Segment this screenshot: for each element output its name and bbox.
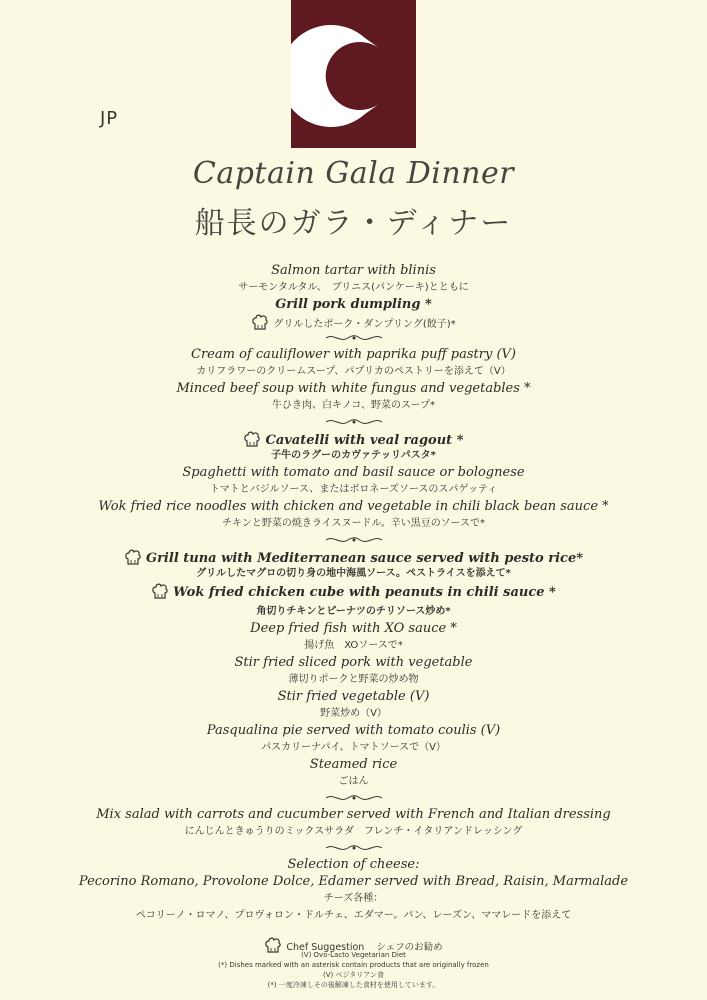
legend-vegetarian-en: (V) Ovo-Lacto Vegetarian Diet xyxy=(301,951,406,959)
dish-pork-jp-row xyxy=(0,313,707,330)
dish-wok-noodles-jp: チキンと野菜の焼きライスヌードル。辛い黒豆のソースで* xyxy=(222,518,485,529)
dish-minced-beef-jp: 牛ひき肉、白キノコ、野菜のスープ* xyxy=(272,400,435,411)
footer-legend xyxy=(0,936,707,990)
menu-list xyxy=(0,262,707,924)
dish-sliced-pork-jp: 薄切りポークと野菜の炒め物 xyxy=(288,674,419,685)
chef-hat-icon xyxy=(124,548,142,566)
dish-cauliflower-jp: カリフラワーのクリームスープ、パプリカのペストリーを添えて（V） xyxy=(196,366,511,377)
title-english: Captain Gala Dinner xyxy=(192,156,515,191)
dish-spaghetti-jp: トマトとバジルソース、またはボロネーズソースのスパゲッティ xyxy=(209,484,498,495)
dish-tuna-en: Grill tuna with Mediterranean sauce served with pesto rice* xyxy=(145,551,584,566)
chef-hat-icon xyxy=(264,936,282,954)
dish-cavatelli-row xyxy=(0,430,707,447)
cheese-title-en: Selection of cheese: xyxy=(287,857,420,872)
title-japanese: 船長のガラ・ディナー xyxy=(194,206,513,241)
dish-cavatelli-en: Cavatelli with veal ragout * xyxy=(265,433,464,448)
dish-salmon-en: Salmon tartar with blinis xyxy=(271,263,436,278)
chef-hat-icon xyxy=(243,430,261,448)
chef-suggestion-jp: シェフのお勧め xyxy=(376,942,443,953)
ornament-divider xyxy=(0,330,707,346)
legend-asterisk-jp: (*) 一度冷凍しその後解凍した食材を使用しています。 xyxy=(267,981,440,989)
dish-vegetable-jp: 野菜炒め（V） xyxy=(320,708,387,719)
ornament-divider xyxy=(0,414,707,430)
cheese-list-jp: ペコリーノ・ロマノ、プロヴォロン・ドルチェ、エダマー。パン、レーズン、ママレードを添えて xyxy=(135,910,572,921)
dish-wok-noodles-en: Wok fried rice noodles with chicken and vegetable in chili black bean sauce * xyxy=(98,499,609,514)
ornament-divider xyxy=(0,840,707,856)
dish-pasqualina-jp: パスカリーナパイ、トマトソースで（V） xyxy=(261,742,446,753)
dish-pork-jp: グリルしたポーク・ダンプリング(餃子)* xyxy=(273,319,456,330)
chef-hat-icon xyxy=(251,313,269,331)
logo xyxy=(291,0,416,148)
dish-vegetable-en: Stir fried vegetable (V) xyxy=(277,689,430,704)
dish-salad-en: Mix salad with carrots and cucumber served with French and Italian dressing xyxy=(96,807,611,822)
ornament-divider xyxy=(0,790,707,806)
dish-rice-en: Steamed rice xyxy=(309,757,398,772)
dish-rice-jp: ごはん xyxy=(338,776,369,787)
logo-c-icon xyxy=(291,0,416,148)
chef-suggestion-en: Chef Suggestion xyxy=(286,942,365,953)
dish-fish-en: Deep fried fish with XO sauce * xyxy=(250,621,457,636)
dish-cauliflower-en: Cream of cauliflower with paprika puff pastry (V) xyxy=(191,347,516,362)
dish-cavatelli-jp: 子牛のラグーのカヴァテッリパスタ* xyxy=(271,450,436,461)
legend-vegetarian-jp: (V) ベジタリアン食 xyxy=(323,971,384,979)
dish-spaghetti-en: Spaghetti with tomato and basil sauce or bolognese xyxy=(182,465,525,480)
language-label: JP xyxy=(100,108,119,129)
dish-pork-en: Grill pork dumpling * xyxy=(275,297,432,312)
dish-chicken-row xyxy=(0,582,707,599)
dish-sliced-pork-en: Stir fried sliced pork with vegetable xyxy=(234,655,473,670)
dish-minced-beef-en: Minced beef soup with white fungus and vegetables * xyxy=(176,381,531,396)
dish-tuna-row xyxy=(0,548,707,565)
dish-pasqualina-en: Pasqualina pie served with tomato coulis (V) xyxy=(206,723,501,738)
ornament-divider xyxy=(0,532,707,548)
dish-tuna-jp: グリルしたマグロの切り身の地中海風ソース。ペストライスを添えて* xyxy=(196,568,511,579)
dish-salmon-jp: サーモンタルタル、 ブリニス(パンケーキ)とともに xyxy=(238,282,469,293)
cheese-list-en: Pecorino Romano, Provolone Dolce, Edamer served with Bread, Raisin, Marmalade xyxy=(78,874,629,889)
cheese-title-jp: チーズ各種： xyxy=(323,893,384,904)
legend-asterisk-en: (*) Dishes marked with an asterisk contain products that are originally frozen xyxy=(218,961,489,969)
dish-chicken-jp: 角切りチキンとピーナツのチリソース炒め* xyxy=(256,606,451,617)
chef-hat-icon xyxy=(151,582,169,600)
dish-salad-jp: にんじんときゅうりのミックスサラダ フレンチ・イタリアンドレッシング xyxy=(184,826,523,837)
dish-chicken-en: Wok fried chicken cube with peanuts in chili sauce * xyxy=(173,585,556,600)
chef-suggestion-row xyxy=(0,936,707,953)
dish-fish-jp: 揚げ魚 XOソースで* xyxy=(304,640,403,651)
